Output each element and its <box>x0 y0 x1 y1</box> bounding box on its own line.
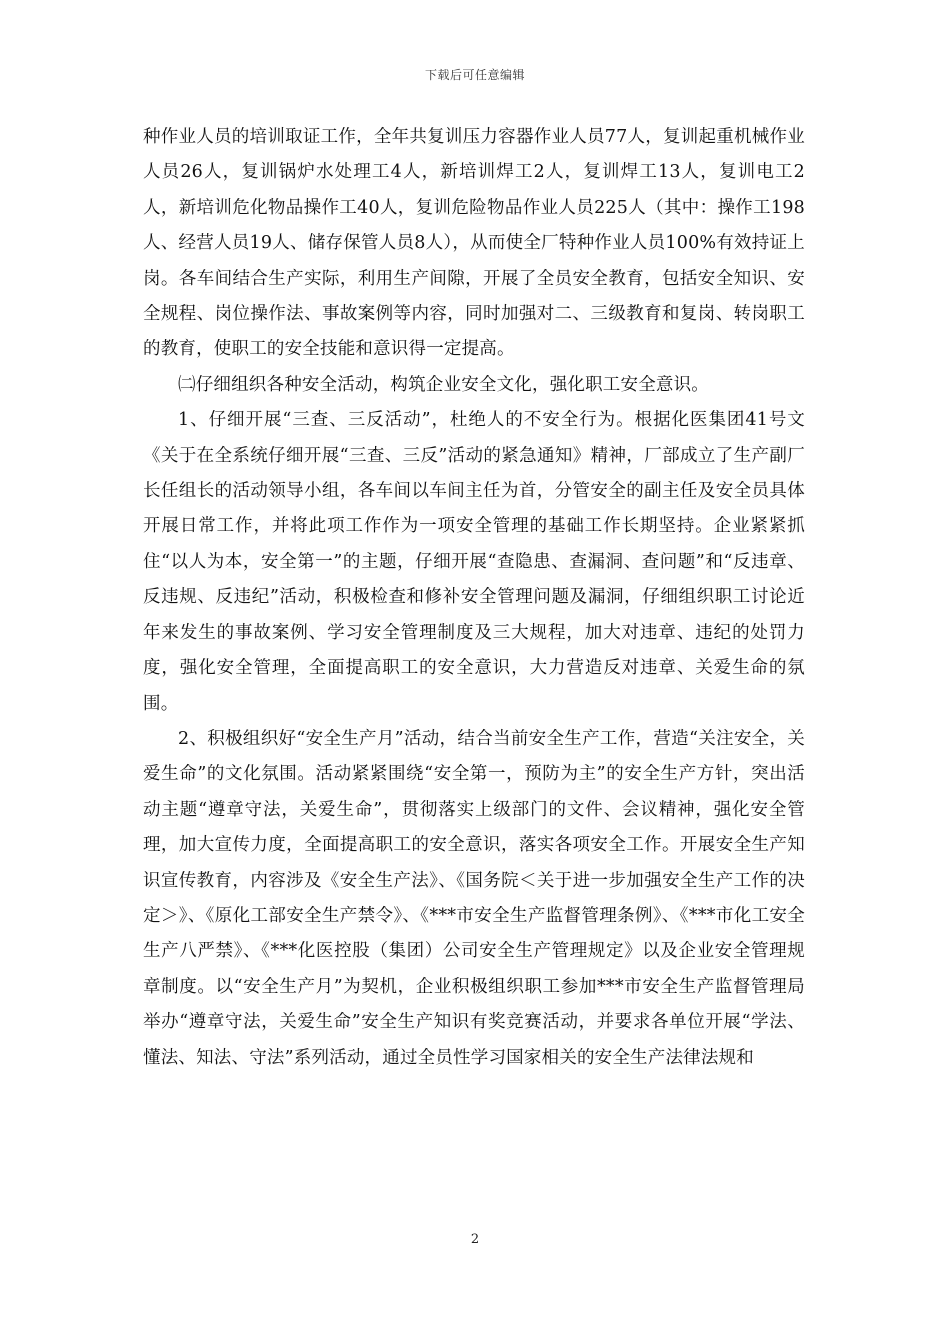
paragraph-item-1: 1、仔细开展“三查、三反活动”，杜绝人的不安全行为。根据化医集团41号文《关于在全系统仔细开展“三查、三反”活动的紧急通知》精神，厂部成立了生产副厂长任组长的活动领导小组，各车间以车间主任为首，分管安全的副主任及安全员具体开展日常工作，并将此项工作作为一项安全管理的基础工作长期坚持。企业紧紧抓住“以人为本，安全第一”的主题，仔细开展“查隐患、查漏洞、查问题”和“反违章、反违规、反违纪”活动，积极检查和修补安全管理问题及漏洞，仔细组织职工讨论近年来发生的事故案例、学习安全管理制度及三大规程，加大对违章、违纪的处罚力度，强化安全管理，全面提高职工的安全意识，大力营造反对违章、关爱生命的氛围。 <box>143 410 805 714</box>
page-header: 下载后可任意编辑 <box>424 68 525 82</box>
paragraph-training: 种作业人员的培训取证工作，全年共复训压力容器作业人员77人，复训起重机械作业人员26人，复训锅炉水处理工4人，新培训焊工2人，复训焊工13人，复训电工2人，新培训危化物品操作工40人，复训危险物品作业人员225人（其中：操作工198人、经营人员19人、储存保管人员8人），从而使全厂特种作业人员100%有效持证上岗。各车间结合生产实际，利用生产间隙，开展了全员安全教育，包括安全知识、安全规程、岗位操作法、事故案例等内容，同时加强对二、三级教育和复岗、转岗职工的教育，使职工的安全技能和意识得一定提高。 <box>143 127 805 360</box>
page-number: 2 <box>470 1232 480 1247</box>
paragraph-item-2: 2、积极组织好“安全生产月”活动，结合当前安全生产工作，营造“关注安全，关爱生命”的文化氛围。活动紧紧围绕“安全第一，预防为主”的安全生产方针，突出活动主题“遵章守法，关爱生命”，贯彻落实上级部门的文件、会议精神，强化安全管理，加大宣传力度，全面提高职工的安全意识，落实各项安全工作。开展安全生产知识宣传教育，内容涉及《安全生产法》、《国务院＜关于进一步加强安全生产工作的决定＞》、《原化工部安全生产禁令》、《***市安全生产监督管理条例》、《***市化工安全生产八严禁》、《***化医控股（集团）公司安全生产管理规定》以及企业安全管理规章制度。以“安全生产月”为契机，企业积极组织职工参加***市安全生产监督管理局举办“遵章守法，关爱生命”安全生产知识有奖竞赛活动，并要求各单位开展“学法、懂法、知法、守法”系列活动，通过全员性学习国家相关的安全生产法律法规和 <box>143 728 805 1068</box>
document-body <box>143 120 805 1076</box>
paragraph-section-heading: ㈡仔细组织各种安全活动，构筑企业安全文化，强化职工安全意识。 <box>178 374 709 395</box>
